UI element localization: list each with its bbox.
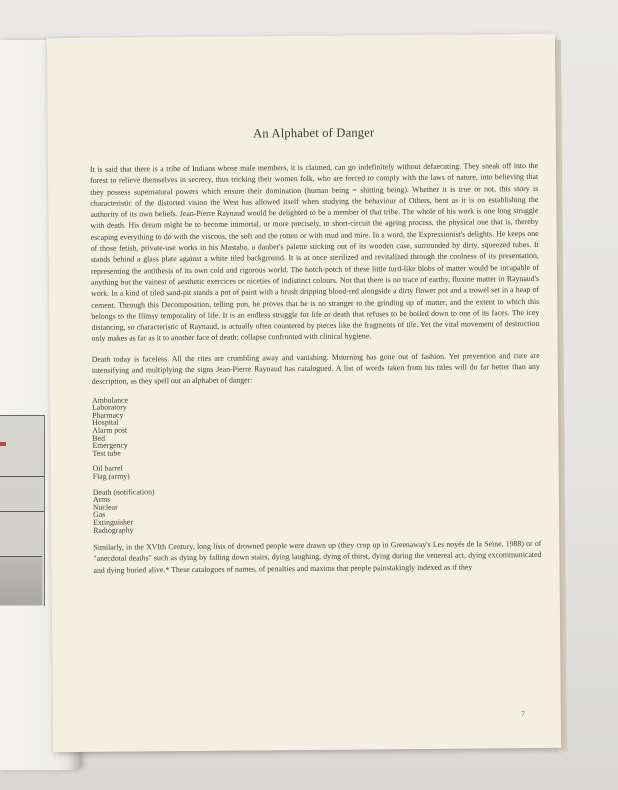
list-item: Death (notification): [92, 486, 155, 497]
left-page-figure: [0, 415, 45, 606]
list-item: Oil barrel: [92, 463, 123, 474]
list-item: Radiography: [93, 525, 134, 535]
paragraph-3: Similarly, in the XVIth Century, long lists of drowned people were drawn up (they crop up in Greenaway's Les noyés de la Seine, 1988) or of "anecdotal deaths" such as dying by falling down stairs, dying laughing, dying of thirst, dying during the venereal act, dying excommunicated and dying buried alive.* These catalogues of names, of penalties and maxims that people painstakingly indexed as if they: [93, 539, 542, 575]
list-item: Extinguisher: [93, 517, 134, 527]
figure-block: [0, 556, 42, 605]
page-content: [90, 124, 542, 575]
left-page-mark: [0, 442, 6, 446]
danger-list-a: [92, 393, 541, 458]
list-item: Laboratory: [92, 402, 127, 413]
page-number: 7: [521, 710, 525, 719]
list-item: Ambulance: [92, 395, 129, 405]
list-item: Nuclear: [92, 502, 118, 512]
list-item: Alarm post: [92, 425, 128, 435]
danger-list-b: [93, 461, 541, 480]
danger-list-c: [93, 485, 541, 534]
page-title: An Alphabet of Danger: [253, 125, 375, 141]
right-page: [47, 34, 561, 752]
list-item: Hospital: [92, 418, 119, 428]
list-item: Emergency: [92, 440, 128, 451]
body-text: [90, 160, 542, 585]
paragraph-1: It is said that there is a tribe of Indians whose male members, it is claimed, can go indefinitely without defaecating. They sneak off into the forest to relieve themselves in secrecy, thus tricking their women folk, who are forced to comply with the laws of nature, into believing that they possess supernatural powers which ensure their domination (human being = shitting being). Whether it is true or not, this story is characteristic of the distorted vision the West has allowed itself when studying the behaviour of Others, bent as it is on establishing the authority of its own beliefs. Jean-Pierre Raynaud would be delighted to be a member of that tribe. The whole of his work is one long struggle with death. His dream might be to become immortal, or more precisely, to short-circuit the ageing process, the physical one that is, thereby escaping everything to do with the viscous, the soft and the rotten or with mud and mire. In a word, the Expressionist's delights. He keeps one of those fetish, private-use works in his Mastaba, a dauber's palette sticking out of its wooden case, surrounded by dirty, squeezed tubes. It stands behind a glass plate against a white tiled background. It is at once sterilized and revitalized through the coolness of its presentation, representing the antithesis of its own cold and rigorous world. The hotch-potch of these little turd-like blobs of matter would be incapable of anything but the vainest of aesthetic exercices or niceties of indistinct colours. Not that there is no trace of earthy, fluxine matter in Raynaud's work. In a kind of tiled sand-pit stands a pot of paint with a brush dripping blood-red alongside a dirty flower pot and a trowel set in a heap of cement. Through this Decomposition, telling pun, he proves that he is no stranger to the grinding up of matter, and the extent to which this belongs to the flimsy temporality of life. It is an endless struggle for life or death that refuses to be boiled down to one of its faces. The icey distancing, so characteristic of Raynaud, is actually often countered by pieces like the fragments of tile. Yet the vital movement of destruction only makes as far as it to another face of death: collapse confronted with clinical hygiene.: [90, 160, 540, 344]
list-item: Arms: [92, 494, 111, 505]
figure-line: [0, 511, 44, 512]
list-item: Test tube: [92, 448, 121, 458]
list-item: Bed: [92, 433, 105, 443]
list-item: Pharmacy: [92, 410, 124, 420]
figure-line: [0, 476, 44, 477]
list-item: Gas: [93, 510, 106, 520]
paragraph-2: Death today is faceless. All the rites are crumbling away and vanishing. Mourning has gone out of fashion. Yet prevention and cure are intensifying and multiplying the signs Jean-Pierre Raynaud has catalogued. A list of words taken from his titles will do far better than any description, as they spell out an alphabet of danger:: [91, 350, 540, 387]
list-item: Flag (army): [92, 471, 130, 481]
